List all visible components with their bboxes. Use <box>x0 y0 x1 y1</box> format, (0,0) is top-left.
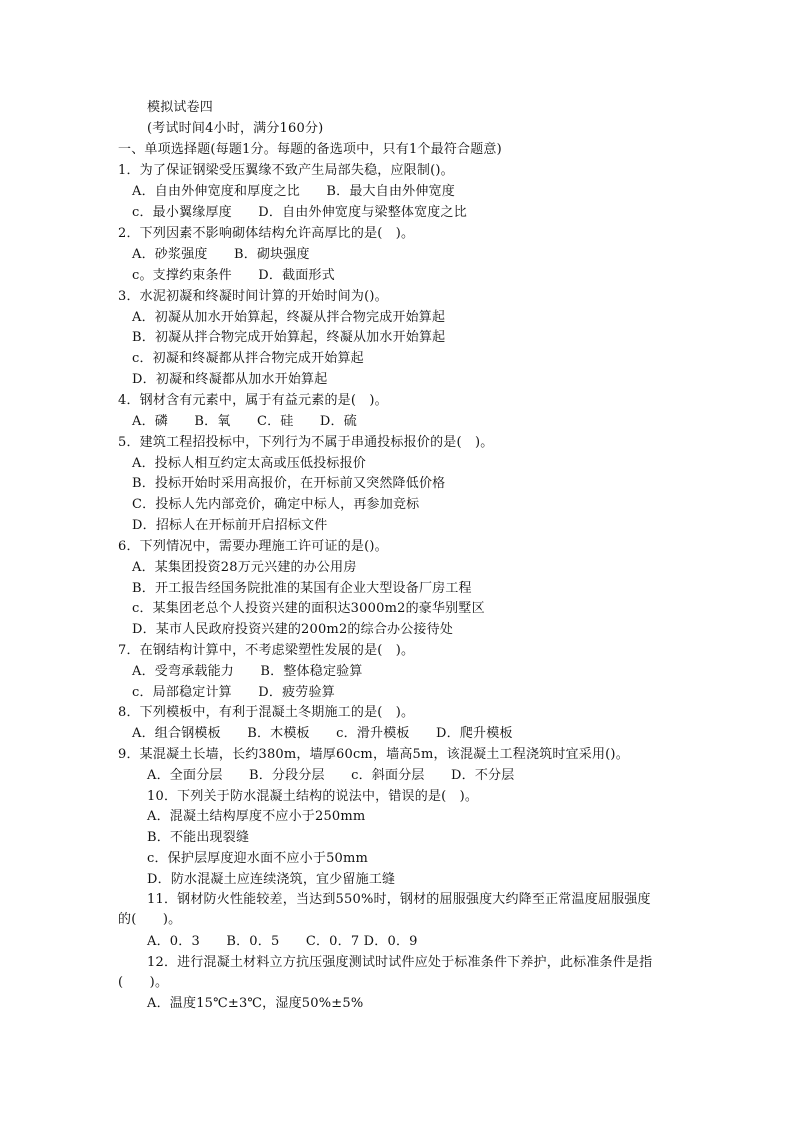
question-6-option-c: c．某集团老总个人投资兴建的面积达3000m2的豪华别墅区 <box>132 601 485 616</box>
question-10-option-a: A．混凝土结构厚度不应小于250mm <box>147 809 366 824</box>
question-3-stem: 3．水泥初凝和终凝时间计算的开始时间为()。 <box>118 289 388 304</box>
section-heading: 一、单项选择题(每题1分。每题的备选项中，只有1个最符合题意) <box>118 142 502 157</box>
question-3-option-c: c．初凝和终凝都从拌合物完成开始算起 <box>132 351 364 366</box>
question-5-stem: 5．建筑工程招投标中，下列行为不属于串通投标报价的是( )。 <box>118 435 494 450</box>
question-2-stem: 2．下列因素不影响砌体结构允许高厚比的是( )。 <box>118 226 415 241</box>
question-5-option-c: C．投标人先内部竞价，确定中标人，再参加竞标 <box>132 497 420 512</box>
question-2-options-ab: A．砂浆强度 B．砌块强度 <box>132 247 310 262</box>
question-4-stem: 4．钢材含有元素中，属于有益元素的是( )。 <box>118 393 388 408</box>
question-10-stem: 10．下列关于防水混凝土结构的说法中，错误的是( )。 <box>147 789 479 804</box>
question-10-option-b: B．不能出现裂缝 <box>147 830 250 845</box>
question-12-stem-line-1: 12．进行混凝土材料立方抗压强度测试时试件应处于标准条件下养护，此标准条件是指 <box>147 955 653 970</box>
question-2-options-cd: c。支撑约束条件 D．截面形式 <box>132 268 335 283</box>
question-12-option-a: A．温度15℃±3℃，湿度50%±5% <box>147 996 364 1011</box>
question-3-option-a: A．初凝从加水开始算起，终凝从拌合物完成开始算起 <box>132 310 446 325</box>
question-9-stem: 9．某混凝土长墙，长约380m，墙厚60cm，墙高5m，该混凝土工程浇筑时宜采用()。 <box>118 747 629 762</box>
question-12-stem-line-2: ( )。 <box>118 975 169 990</box>
question-7-stem: 7．在钢结构计算中，不考虑梁塑性发展的是( )。 <box>118 643 415 658</box>
question-3-option-b: B．初凝从拌合物完成开始算起，终凝从加水开始算起 <box>132 330 446 345</box>
doc-title: 模拟试卷四 <box>147 100 214 115</box>
question-1-options-ab: A．自由外伸宽度和厚度之比 B．最大自由外伸宽度 <box>132 184 455 199</box>
question-8-stem: 8．下列模板中，有利于混凝土冬期施工的是( )。 <box>118 705 415 720</box>
question-5-option-a: A．投标人相互约定太高或压低投标报价 <box>132 456 366 471</box>
question-7-options-ab: A．受弯承载能力 B．整体稳定验算 <box>132 664 363 679</box>
question-10-option-c: c．保护层厚度迎水面不应小于50mm <box>147 851 369 866</box>
question-5-option-d: D．招标人在开标前开启招标文件 <box>132 518 328 533</box>
question-8-options: A．组合钢模板 B．木模板 c．滑升模板 D．爬升模板 <box>132 726 513 741</box>
question-6-option-b: B．开工报告经国务院批准的某国有企业大型设备厂房工程 <box>132 581 472 596</box>
question-6-option-d: D．某市人民政府投资兴建的200m2的综合办公接待处 <box>132 622 454 637</box>
question-7-options-cd: c．局部稳定计算 D．疲劳验算 <box>132 685 335 700</box>
question-4-options: A．磷 B．氧 C．硅 D．硫 <box>132 414 357 429</box>
question-11-stem-line-1: 11．钢材防火性能较差，当达到550%时，钢材的屈服强度大约降至正常温度屈服强度 <box>147 892 651 907</box>
question-3-option-d: D．初凝和终凝都从加水开始算起 <box>132 372 328 387</box>
question-11-stem-line-2: 的( )。 <box>118 912 182 927</box>
question-5-option-b: B．投标开始时采用高报价，在开标前又突然降低价格 <box>132 476 446 491</box>
question-10-option-d: D．防水混凝土应连续浇筑，宜少留施工缝 <box>147 872 396 887</box>
question-9-options: A．全面分层 B．分段分层 c．斜面分层 D．不分层 <box>147 768 515 783</box>
question-1-stem: 1．为了保证钢梁受压翼缘不致产生局部失稳，应限制()。 <box>118 163 454 178</box>
question-11-options: A．0．3 B．0．5 C．0．7 D．0．9 <box>147 934 418 949</box>
question-6-stem: 6．下列情况中，需要办理施工许可证的是()。 <box>118 539 388 554</box>
doc-subtitle: (考试时间4小时，满分160分) <box>147 121 324 136</box>
question-6-option-a: A．某集团投资28万元兴建的办公用房 <box>132 560 357 575</box>
question-1-options-cd: c．最小翼缘厚度 D．自由外伸宽度与梁整体宽度之比 <box>132 205 467 220</box>
